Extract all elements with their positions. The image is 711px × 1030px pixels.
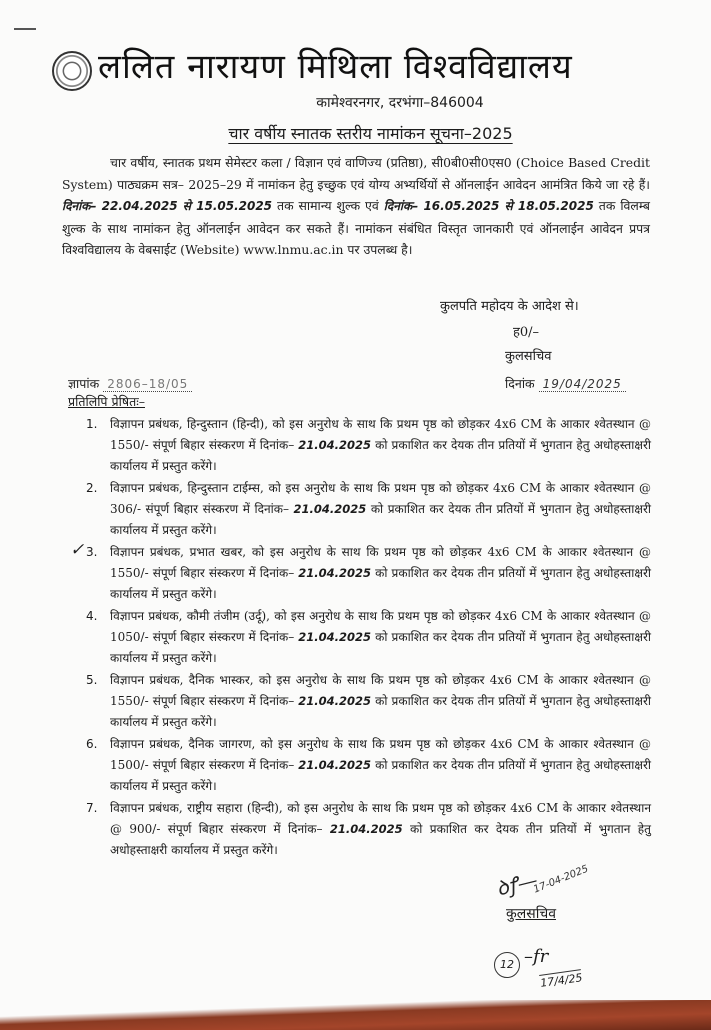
recipient-number: 2.	[86, 481, 98, 495]
initial-circle-mark: 12	[494, 952, 520, 978]
publish-date: 21.04.2025	[293, 502, 367, 516]
recipient-item	[86, 414, 651, 477]
notice-title	[0, 122, 711, 144]
late-fee-window-dates: दिनांक– 16.05.2025 से 18.05.2025	[383, 199, 594, 213]
publish-date: 21.04.2025	[298, 758, 372, 772]
registrar-signature-block	[488, 863, 608, 928]
recipient-text: विज्ञापन प्रबंधक, दैनिक भास्कर, को इस अनुरोध के साथ कि प्रथम पृष्ठ को छोड़कर 4x6 CM के आकार श्वेतस्थान @ 1550/- संपूर्ण बिहार संस्करण में दिनांक–	[110, 673, 651, 708]
recipient-number: 4.	[86, 609, 98, 623]
recipient-list	[70, 414, 651, 862]
copy-to-heading: प्रतिलिपि प्रेषितः–	[68, 394, 145, 409]
recipient-text: विज्ञापन प्रबंधक, हिन्दुस्तान टाईम्स, को इस अनुरोध के साथ कि प्रथम पृष्ठ को छोड़कर 4x6 CM के आकार श्वेतस्थान @ 306/- संपूर्ण बिहार संस्करण में दिनांक–	[110, 481, 651, 516]
check-mark-icon: ✓	[70, 540, 85, 560]
registrar-title: कुलसचिव	[505, 349, 552, 364]
recipient-number: 6.	[86, 737, 98, 751]
publish-date: 21.04.2025	[298, 438, 372, 452]
recipient-number: 5.	[86, 673, 98, 687]
table-surface	[0, 1000, 711, 1030]
recipient-text: विज्ञापन प्रबंधक, राष्ट्रीय सहारा (हिन्दी), को इस अनुरोध के साथ कि प्रथम पृष्ठ को छोड़कर 4x6 CM के आकार श्वेतस्थान @ 900/- संपूर्ण बिहार संस्करण में दिनांक–	[110, 801, 651, 836]
recipient-text-end: को प्रकाशित कर देयक तीन प्रतियों में भुगतान हेतु अधोहस्ताक्षरी कार्यालय में प्रस्तुत करेंगे।	[110, 630, 651, 665]
notice-paragraph	[62, 152, 650, 261]
recipient-text-end: को प्रकाशित कर देयक तीन प्रतियों में भुगतान हेतु अधोहस्ताक्षरी कार्यालय में प्रस्तुत करेंगे।	[110, 694, 651, 729]
application-window-dates: दिनांक– 22.04.2025 से 15.05.2025	[62, 199, 273, 213]
recipient-text-end: को प्रकाशित कर देयक तीन प्रतियों में भुगतान हेतु अधोहस्ताक्षरी कार्यालय में प्रस्तुत करेंगे।	[110, 438, 651, 473]
recipient-text: विज्ञापन प्रबंधक, हिन्दुस्तान (हिन्दी), को इस अनुरोध के साथ कि प्रथम पृष्ठ को छोड़कर 4x6 CM के आकार श्वेतस्थान @ 1550/- संपूर्ण बिहार संस्करण में दिनांक–	[110, 417, 651, 452]
memo-date-label: दिनांक	[505, 376, 535, 391]
recipient-item	[86, 478, 651, 541]
scan-mark	[14, 28, 36, 30]
recipient-number: 1.	[86, 417, 98, 431]
publish-date: 21.04.2025	[298, 566, 372, 580]
recipient-item	[86, 798, 651, 861]
recipient-item	[86, 670, 651, 733]
recipient-text: विज्ञापन प्रबंधक, कौमी तंजीम (उर्दू), को इस अनुरोध के साथ कि प्रथम पृष्ठ को छोड़कर 4x6 CM के आकार श्वेतस्थान @ 1050/- संपूर्ण बिहार संस्करण में दिनांक–	[110, 609, 651, 644]
recipient-text-end: को प्रकाशित कर देयक तीन प्रतियों में भुगतान हेतु अधोहस्ताक्षरी कार्यालय में प्रस्तुत करेंगे।	[110, 566, 651, 601]
university-address: कामेश्वरनगर, दरभंगा–846004	[316, 95, 484, 111]
recipient-text-end: को प्रकाशित कर देयक तीन प्रतियों में भुगतान हेतु अधोहस्ताक्षरी कार्यालय में प्रस्तुत करेंगे।	[110, 502, 651, 537]
memo-date	[505, 375, 626, 392]
university-seal-icon	[52, 51, 92, 91]
publish-date: 21.04.2025	[298, 694, 372, 708]
recipient-number: 7.	[86, 801, 98, 815]
publish-date: 21.04.2025	[298, 630, 372, 644]
recipient-text: विज्ञापन प्रबंधक, दैनिक जागरण, को इस अनुरोध के साथ कि प्रथम पृष्ठ को छोड़कर 4x6 CM के आकार श्वेतस्थान @ 1500/- संपूर्ण बिहार संस्करण में दिनांक–	[110, 737, 651, 772]
registrar-label: कुलसचिव	[506, 906, 557, 922]
recipient-text-end: को प्रकाशित कर देयक तीन प्रतियों में भुगतान हेतु अधोहस्ताक्षरी कार्यालय में प्रस्तुत करेंगे।	[110, 758, 651, 793]
recipient-item	[86, 734, 651, 797]
recipient-item	[86, 606, 651, 669]
letterhead	[40, 45, 680, 115]
paragraph-part-2: तक सामान्य शुल्क एवं	[277, 198, 379, 213]
publish-date: 21.04.2025	[329, 822, 403, 836]
memo-date-value: 19/04/2025	[539, 377, 626, 392]
memo-number-label: ज्ञापांक	[68, 376, 100, 391]
recipient-item	[70, 540, 651, 605]
signed-mark: ह0/–	[513, 325, 540, 340]
order-line: कुलपति महोदय के आदेश से।	[440, 299, 579, 314]
memo-number-value: 2806–18/05	[103, 377, 192, 392]
recipient-text: विज्ञापन प्रबंधक, प्रभात खबर, को इस अनुरोध के साथ कि प्रथम पृष्ठ को छोड़कर 4x6 CM के आकार श्वेतस्थान @ 1550/- संपूर्ण बिहार संस्करण में दिनांक–	[110, 545, 651, 580]
paragraph-part-1: चार वर्षीय, स्नातक प्रथम सेमेस्टर कला / विज्ञान एवं वाणिज्य (प्रतिष्ठा), सी0बी0सी0एस0 (Choice Based Credit System) पाठ्यक्रम सत्र– 2025–29 में नामांकन हेतु इच्छुक एवं योग्य अभ्यर्थियों से ऑनलाईन आवेदन आमंत्रित किये जा रहे हैं।	[62, 155, 650, 192]
notice-title-text: चार वर्षीय स्नातक स्तरीय नामांकन सूचना–2025	[228, 124, 513, 143]
handwritten-signature: ꝺꝭ—	[493, 867, 540, 901]
initial-date: 17/4/25	[539, 971, 584, 990]
initial-block	[492, 944, 602, 994]
recipient-text-end: को प्रकाशित कर देयक तीन प्रतियों में भुगतान हेतु अधोहस्ताक्षरी कार्यालय में प्रस्तुत करेंगे।	[110, 822, 651, 857]
memo-number	[68, 375, 192, 392]
university-name: ललित नारायण मिथिला विश्वविद्यालय	[98, 47, 573, 87]
signature-date: 17-04-2025	[532, 863, 591, 896]
paragraph-part-3: तक विलम्ब शुल्क के साथ नामांकन हेतु ऑनलाईन आवेदन कर सकते हैं। नामांकन संबंधित विस्तृत जानकारी एवं ऑनलाईन आवेदन प्रपत्र विश्वविद्यालय के वेबसाईट (Website) www.lnmu.ac.in पर उपलब्ध है।	[62, 198, 650, 257]
recipient-number: 3.	[86, 545, 98, 559]
initial-signature: –fr	[524, 946, 549, 967]
